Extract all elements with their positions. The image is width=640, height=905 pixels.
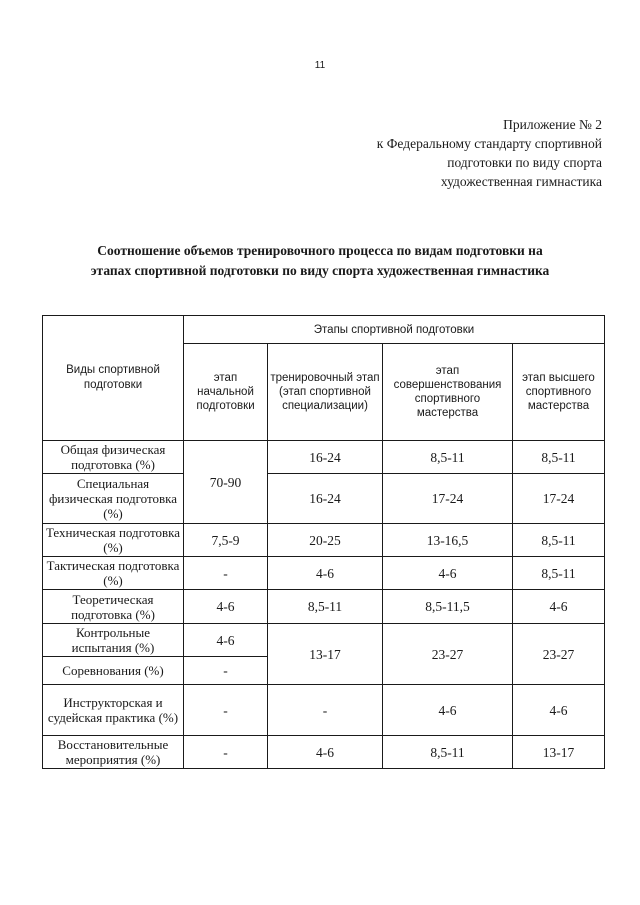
cell-value: - bbox=[184, 657, 268, 685]
cell-value: 13-16,5 bbox=[383, 524, 513, 557]
cell-value: 8,5-11 bbox=[383, 736, 513, 769]
cell-value: - bbox=[184, 736, 268, 769]
header-kinds: Виды спортивной подготовки bbox=[43, 316, 184, 441]
cell-value: 13-17 bbox=[268, 624, 383, 685]
appendix-line: подготовки по виду спорта bbox=[447, 155, 602, 170]
cell-value: 8,5-11 bbox=[513, 557, 605, 590]
cell-value: - bbox=[184, 685, 268, 736]
appendix-line: к Федеральному стандарту спортивной bbox=[376, 136, 602, 151]
row-label: Восстановительные мероприятия (%) bbox=[43, 736, 184, 769]
row-label: Общая физическая подготовка (%) bbox=[43, 441, 184, 474]
page-number: 11 bbox=[314, 60, 326, 71]
document-title-line: Соотношение объемов тренировочного процесса по видам подготовки на bbox=[97, 243, 543, 258]
table-row bbox=[43, 441, 605, 474]
table-row bbox=[43, 474, 605, 524]
table-row bbox=[43, 590, 605, 624]
table-row bbox=[43, 685, 605, 736]
header-stages: Этапы спортивной подготовки bbox=[184, 316, 605, 344]
table-row bbox=[43, 736, 605, 769]
cell-value: 7,5-9 bbox=[184, 524, 268, 557]
cell-value: 16-24 bbox=[268, 474, 383, 524]
cell-value: 17-24 bbox=[513, 474, 605, 524]
cell-value: 4-6 bbox=[513, 685, 605, 736]
cell-value: 4-6 bbox=[383, 557, 513, 590]
training-ratio-table bbox=[42, 315, 605, 769]
cell-value: - bbox=[268, 685, 383, 736]
header-stage-improvement: этап совершенствования спортивного мастерства bbox=[383, 344, 513, 441]
appendix-line: Приложение № 2 bbox=[503, 117, 602, 132]
cell-value: 8,5-11 bbox=[383, 441, 513, 474]
header-stage-higher: этап высшего спортивного мастерства bbox=[513, 344, 605, 441]
row-label: Тактическая подготовка (%) bbox=[43, 557, 184, 590]
row-label: Инструкторская и судейская практика (%) bbox=[43, 685, 184, 736]
table-row bbox=[43, 557, 605, 590]
appendix-line: художественная гимнастика bbox=[440, 174, 602, 189]
cell-value: 16-24 bbox=[268, 441, 383, 474]
cell-value: 4-6 bbox=[184, 590, 268, 624]
document-title bbox=[20, 241, 620, 281]
row-label: Соревнования (%) bbox=[43, 657, 184, 685]
header-stage-training: тренировочный этап (этап спортивной специализации) bbox=[268, 344, 383, 441]
document-title-line: этапах спортивной подготовки по виду спорта художественная гимнастика bbox=[90, 263, 550, 278]
cell-value: 17-24 bbox=[383, 474, 513, 524]
row-label: Теоретическая подготовка (%) bbox=[43, 590, 184, 624]
row-label: Техническая подготовка (%) bbox=[43, 524, 184, 557]
cell-value: 70-90 bbox=[184, 441, 268, 524]
header-stage-initial: этап начальной подготовки bbox=[184, 344, 268, 441]
cell-value: 4-6 bbox=[383, 685, 513, 736]
appendix-block bbox=[322, 115, 602, 191]
cell-value: 4-6 bbox=[268, 736, 383, 769]
cell-value: 8,5-11 bbox=[513, 441, 605, 474]
row-label: Специальная физическая подготовка (%) bbox=[43, 474, 184, 524]
cell-value: 4-6 bbox=[184, 624, 268, 657]
cell-value: 8,5-11 bbox=[268, 590, 383, 624]
table-row bbox=[43, 624, 605, 657]
cell-value: 13-17 bbox=[513, 736, 605, 769]
cell-value: 20-25 bbox=[268, 524, 383, 557]
cell-value: 8,5-11,5 bbox=[383, 590, 513, 624]
cell-value: 4-6 bbox=[513, 590, 605, 624]
cell-value: 23-27 bbox=[383, 624, 513, 685]
cell-value: 8,5-11 bbox=[513, 524, 605, 557]
cell-value: 4-6 bbox=[268, 557, 383, 590]
row-label: Контрольные испытания (%) bbox=[43, 624, 184, 657]
table-row bbox=[43, 524, 605, 557]
cell-value: 23-27 bbox=[513, 624, 605, 685]
cell-value: - bbox=[184, 557, 268, 590]
